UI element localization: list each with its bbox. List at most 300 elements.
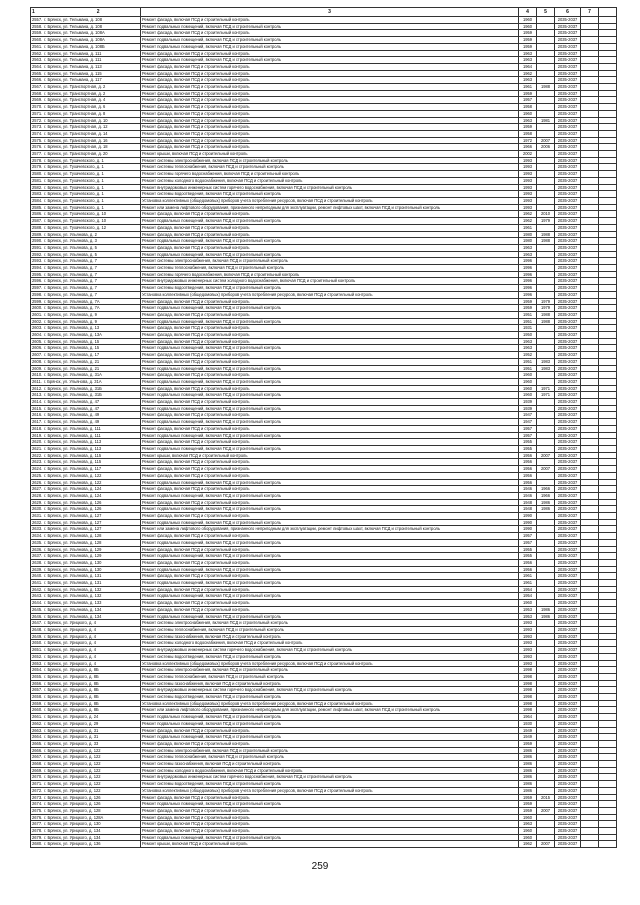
planned-period: 2035-2037 — [555, 311, 581, 318]
note — [581, 526, 599, 533]
address: г. Брянск, ул. Ульянова, д. 31А — [43, 378, 102, 384]
row-number-address-cell — [31, 586, 141, 593]
note — [581, 559, 599, 566]
table-row — [31, 17, 617, 24]
row-number: 2564. — [32, 63, 43, 69]
table-row — [31, 828, 617, 835]
table-row — [31, 50, 617, 57]
work-type: Ремонт или замена лифтового оборудования, признанного непригодным для эксплуатации, ремонт лифтовых шахт, включая ПСД и строительный контроль — [141, 526, 519, 533]
planned-period: 2035-2037 — [555, 104, 581, 111]
header-col-7: 7 — [581, 8, 599, 17]
address: г. Брянск, ул. Транспортная, д. 8 — [44, 110, 106, 116]
year-built: 1986 — [519, 787, 537, 794]
year-built: 1996 — [519, 278, 537, 285]
row-number-address-cell — [31, 238, 141, 245]
row-number: 2662. — [32, 720, 43, 726]
year-built: 1963 — [519, 117, 537, 124]
row-number: 2644. — [32, 600, 43, 606]
row-number: 2616. — [32, 412, 43, 418]
table-row — [31, 546, 617, 553]
year-renovated — [537, 43, 555, 50]
row-number-address-cell — [31, 378, 141, 385]
work-type: Ремонт фасада, включая ПСД и строительный контроль — [141, 130, 519, 137]
address: г. Брянск, ул. Транспортная, д. 2 — [44, 90, 106, 96]
year-built: 1947 — [519, 419, 537, 426]
planned-period: 2035-2037 — [555, 352, 581, 359]
work-type: Ремонт подвальных помещений, включая ПСД и строительный контроль — [141, 57, 519, 64]
note — [581, 204, 599, 211]
note — [581, 244, 599, 251]
table-row — [31, 807, 617, 814]
address: г. Брянск, ул. Ульянова, д. 5 — [44, 251, 97, 257]
planned-period: 2035-2037 — [555, 459, 581, 466]
year-built: 1957 — [519, 97, 537, 104]
work-type: Установка коллективных (общедомовых) приборов учета потребления ресурсов, включая ПСД и строительный контроль — [141, 291, 519, 298]
address: г. Брянск, ул. Ульянова, д. 127 — [44, 519, 102, 525]
year-built: 1956 — [519, 459, 537, 466]
row-number-address-cell — [31, 727, 141, 734]
address: г. Брянск, ул. Ульянова, д. 128 — [44, 533, 102, 539]
planned-period: 2035-2037 — [555, 446, 581, 453]
year-built: 1998 — [519, 680, 537, 687]
row-number: 2638. — [32, 559, 43, 565]
planned-period: 2035-2037 — [555, 238, 581, 245]
table-row — [31, 781, 617, 788]
planned-period: 2035-2037 — [555, 606, 581, 613]
year-built: 1960 — [519, 378, 537, 385]
year-built: 1986 — [519, 781, 537, 788]
row-number: 2617. — [32, 419, 43, 425]
year-built: 1930 — [519, 720, 537, 727]
row-number-address-cell — [31, 17, 141, 24]
row-spacer — [599, 834, 617, 841]
planned-period: 2035-2037 — [555, 573, 581, 580]
table-row — [31, 841, 617, 848]
row-number-address-cell — [31, 620, 141, 627]
row-number-address-cell — [31, 204, 141, 211]
row-number: 2596. — [32, 278, 43, 284]
planned-period: 2035-2037 — [555, 754, 581, 761]
year-renovated — [537, 626, 555, 633]
page-number: 259 — [311, 861, 329, 872]
row-number-address-cell — [31, 332, 141, 339]
row-number-address-cell — [31, 278, 141, 285]
work-type: Ремонт системы газоснабжения, включая ПСД и строительный контроль — [141, 633, 519, 640]
row-number: 2677. — [32, 821, 43, 827]
year-renovated: 2007 — [537, 841, 555, 848]
note — [581, 761, 599, 768]
address: г. Брянск, ул. Тухачевского, д. 12 — [44, 224, 107, 230]
planned-period: 2035-2037 — [555, 486, 581, 493]
table-row — [31, 573, 617, 580]
planned-period: 2035-2037 — [555, 50, 581, 57]
note — [581, 613, 599, 620]
year-built: 1986 — [519, 761, 537, 768]
year-renovated — [537, 633, 555, 640]
planned-period: 2035-2037 — [555, 70, 581, 77]
row-number: 2579. — [32, 164, 43, 170]
work-type: Ремонт системы холодного водоснабжения, включая ПСД и строительный контроль — [141, 640, 519, 647]
note — [581, 117, 599, 124]
row-number: 2622. — [32, 452, 43, 458]
note — [581, 647, 599, 654]
year-built: 1990 — [519, 513, 537, 520]
work-type: Ремонт фасада, включая ПСД и строительный контроль — [141, 606, 519, 613]
row-number-address-cell — [31, 700, 141, 707]
work-type: Ремонт фасада, включая ПСД и строительный контроль — [141, 311, 519, 318]
table-row — [31, 513, 617, 520]
year-built: 1959 — [519, 90, 537, 97]
year-built: 1998 — [519, 707, 537, 714]
work-type: Ремонт системы газоснабжения, включая ПСД и строительный контроль — [141, 680, 519, 687]
year-built: 1946 — [519, 492, 537, 499]
planned-period: 2035-2037 — [555, 17, 581, 24]
address: г. Брянск, ул. Ульянова, д. 7 — [44, 265, 97, 271]
row-spacer — [599, 184, 617, 191]
planned-period: 2035-2037 — [555, 821, 581, 828]
row-number: 2613. — [32, 392, 43, 398]
year-renovated: 2007 — [537, 466, 555, 473]
work-type: Ремонт фасада, включая ПСД и строительный контроль — [141, 546, 519, 553]
row-number: 2659. — [32, 700, 43, 706]
year-built: 1993 — [519, 164, 537, 171]
note — [581, 399, 599, 406]
row-number-address-cell — [31, 251, 141, 258]
row-number: 2580. — [32, 171, 43, 177]
year-built: 1962 — [519, 841, 537, 848]
year-renovated — [537, 573, 555, 580]
row-number-address-cell — [31, 191, 141, 198]
table-row — [31, 700, 617, 707]
table-row — [31, 251, 617, 258]
row-number-address-cell — [31, 77, 141, 84]
row-number: 2603. — [32, 325, 43, 331]
row-spacer — [599, 828, 617, 835]
row-number-address-cell — [31, 761, 141, 768]
row-spacer — [599, 238, 617, 245]
work-type: Ремонт подвальных помещений, включая ПСД и строительный контроль — [141, 43, 519, 50]
row-spacer — [599, 124, 617, 131]
year-renovated — [537, 110, 555, 117]
year-built: 1955 — [519, 439, 537, 446]
address: г. Брянск, ул. Урицкого, д. 4 — [44, 633, 96, 639]
work-type: Ремонт фасада, включая ПСД и строительный контроль — [141, 559, 519, 566]
address: г. Брянск, ул. Урицкого, д. 8Б — [44, 680, 99, 686]
row-spacer — [599, 787, 617, 794]
year-built: 1951 — [519, 365, 537, 372]
row-spacer — [599, 513, 617, 520]
row-number: 2660. — [32, 707, 43, 713]
address: г. Брянск, ул. Урицкого, д. 136 — [44, 841, 101, 847]
row-spacer — [599, 392, 617, 399]
year-built: 1993 — [519, 171, 537, 178]
row-number: 2588. — [32, 224, 43, 230]
address: г. Брянск, ул. Ульянова, д. 134 — [44, 606, 102, 612]
work-type: Ремонт подвальных помещений, включая ПСД и строительный контроль — [141, 506, 519, 513]
work-type: Ремонт подвальных помещений, включая ПСД и строительный контроль — [141, 446, 519, 453]
year-built: 1998 — [519, 667, 537, 674]
row-number-address-cell — [31, 734, 141, 741]
work-type: Ремонт внутридомовых инженерных систем горячего водоснабжения, включая ПСД и строительный контроль — [141, 647, 519, 654]
note — [581, 754, 599, 761]
row-number-address-cell — [31, 345, 141, 352]
work-type: Ремонт системы электроснабжения, включая ПСД и строительный контроль — [141, 620, 519, 627]
note — [581, 184, 599, 191]
planned-period: 2035-2037 — [555, 814, 581, 821]
table-row — [31, 459, 617, 466]
year-renovated — [537, 345, 555, 352]
row-spacer — [599, 647, 617, 654]
address: г. Брянск, ул. Ульянова, д. 13 — [44, 325, 100, 331]
row-number-address-cell — [31, 539, 141, 546]
year-built: 1959 — [519, 807, 537, 814]
address: г. Брянск, ул. Ульянова, д. 131 — [44, 573, 102, 579]
row-spacer — [599, 137, 617, 144]
work-type: Ремонт фасада, включая ПСД и строительный контроль — [141, 459, 519, 466]
row-number: 2671. — [32, 781, 43, 787]
year-built: 1963 — [519, 57, 537, 64]
row-spacer — [599, 90, 617, 97]
row-number: 2621. — [32, 446, 43, 451]
table-row — [31, 352, 617, 359]
table-row — [31, 345, 617, 352]
note — [581, 278, 599, 285]
work-type: Ремонт фасада, включая ПСД и строительный контроль — [141, 325, 519, 332]
table-row — [31, 224, 617, 231]
planned-period: 2035-2037 — [555, 801, 581, 808]
row-spacer — [599, 667, 617, 674]
planned-period: 2035-2037 — [555, 566, 581, 573]
planned-period: 2035-2037 — [555, 626, 581, 633]
year-built: 1960 — [519, 385, 537, 392]
planned-period: 2035-2037 — [555, 653, 581, 660]
row-number: 2558. — [32, 23, 43, 29]
row-number-address-cell — [31, 372, 141, 379]
table-row — [31, 720, 617, 727]
note — [581, 30, 599, 37]
planned-period: 2035-2037 — [555, 647, 581, 654]
row-spacer — [599, 57, 617, 64]
year-built: 1993 — [519, 157, 537, 164]
year-renovated — [537, 600, 555, 607]
work-type: Ремонт фасада, включая ПСД и строительный контроль — [141, 352, 519, 359]
year-renovated — [537, 77, 555, 84]
planned-period: 2035-2037 — [555, 452, 581, 459]
year-built: 1953 — [519, 613, 537, 620]
note — [581, 332, 599, 339]
work-type: Ремонт системы электроснабжения, включая ПСД и строительный контроль — [141, 157, 519, 164]
table-row — [31, 265, 617, 272]
row-number: 2570. — [32, 104, 43, 110]
row-number-address-cell — [31, 157, 141, 164]
work-type: Ремонт подвальных помещений, включая ПСД и строительный контроль — [141, 365, 519, 372]
note — [581, 23, 599, 30]
row-number: 2586. — [32, 211, 43, 217]
table-row — [31, 801, 617, 808]
address: г. Брянск, ул. Ульянова, д. 9 — [44, 311, 97, 317]
table-row — [31, 794, 617, 801]
row-number-address-cell — [31, 466, 141, 473]
row-number: 2609. — [32, 365, 43, 371]
note — [581, 807, 599, 814]
year-built: 1956 — [519, 479, 537, 486]
row-number: 2607. — [32, 352, 43, 358]
planned-period: 2035-2037 — [555, 620, 581, 627]
note — [581, 358, 599, 365]
work-type: Ремонт фасада, включая ПСД и строительный контроль — [141, 63, 519, 70]
planned-period: 2035-2037 — [555, 63, 581, 70]
address: г. Брянск, ул. Ульянова, д. 130 — [44, 566, 102, 572]
planned-period: 2035-2037 — [555, 291, 581, 298]
address: г. Брянск, ул. Урицкого, д. 31 — [44, 727, 99, 733]
note — [581, 124, 599, 131]
work-type: Ремонт фасада, включая ПСД и строительный контроль — [141, 472, 519, 479]
work-type: Ремонт подвальных помещений, включая ПСД и строительный контроль — [141, 519, 519, 526]
planned-period: 2035-2037 — [555, 157, 581, 164]
row-number: 2640. — [32, 573, 43, 579]
work-type: Ремонт внутридомовых инженерных систем холодного водоснабжения, включая ПСД и строительный контроль — [141, 278, 519, 285]
address: г. Брянск, ул. Урицкого, д. 122 — [44, 774, 101, 780]
work-type: Ремонт системы теплоснабжения, включая ПСД и строительный контроль — [141, 626, 519, 633]
row-spacer — [599, 446, 617, 453]
address: г. Брянск, ул. Ульянова, д. 128 — [44, 539, 102, 545]
year-renovated — [537, 197, 555, 204]
work-type: Ремонт крыши, включая ПСД и строительный контроль — [141, 841, 519, 848]
year-built: 1951 — [519, 358, 537, 365]
table-row — [31, 399, 617, 406]
table-row — [31, 298, 617, 305]
row-spacer — [599, 412, 617, 419]
row-number: 2663. — [32, 727, 43, 733]
row-number-address-cell — [31, 506, 141, 513]
planned-period: 2035-2037 — [555, 740, 581, 747]
row-spacer — [599, 593, 617, 600]
address: г. Брянск, ул. Ульянова, д. 133 — [44, 600, 102, 606]
year-built: 1961 — [519, 573, 537, 580]
row-number-address-cell — [31, 600, 141, 607]
table-row — [31, 151, 617, 158]
work-type: Ремонт фасада, включая ПСД и строительный контроль — [141, 224, 519, 231]
row-number: 2651. — [32, 647, 43, 653]
row-number-address-cell — [31, 70, 141, 77]
note — [581, 774, 599, 781]
row-number-address-cell — [31, 814, 141, 821]
year-built: 1993 — [519, 626, 537, 633]
row-number: 2587. — [32, 218, 43, 224]
table-row — [31, 506, 617, 513]
row-spacer — [599, 720, 617, 727]
address: г. Брянск, ул. Транспортная, д. 6 — [44, 104, 106, 110]
work-type: Ремонт системы электроснабжения, включая ПСД и строительный контроль — [141, 258, 519, 265]
row-spacer — [599, 486, 617, 493]
address: г. Брянск, ул. Урицкого, д. 126 — [44, 801, 101, 807]
work-type: Ремонт фасада, включая ПСД и строительный контроль — [141, 412, 519, 419]
row-number-address-cell — [31, 472, 141, 479]
planned-period: 2035-2037 — [555, 539, 581, 546]
year-built: 1993 — [519, 177, 537, 184]
note — [581, 841, 599, 848]
work-type: Установка коллективных (общедомовых) приборов учета потребления ресурсов, включая ПСД и строительный контроль — [141, 700, 519, 707]
address: г. Брянск, ул. Ульянова, д. 17 — [44, 352, 100, 358]
row-number-address-cell — [31, 244, 141, 251]
work-type: Ремонт фасада, включая ПСД и строительный контроль — [141, 70, 519, 77]
year-renovated — [537, 801, 555, 808]
row-number: 2630. — [32, 506, 43, 512]
row-number-address-cell — [31, 177, 141, 184]
address: г. Брянск, ул. Транспортная, д. 16 — [44, 137, 108, 143]
table-row — [31, 472, 617, 479]
address: г. Брянск, ул. Тухачевского, д. 1 — [44, 184, 104, 190]
note — [581, 130, 599, 137]
row-spacer — [599, 23, 617, 30]
address: г. Брянск, ул. Тухачевского, д. 1 — [44, 157, 104, 163]
row-number: 2590. — [32, 238, 43, 244]
row-number-address-cell — [31, 412, 141, 419]
row-number: 2599. — [32, 298, 43, 304]
table-header-row — [31, 8, 617, 17]
row-spacer — [599, 218, 617, 225]
work-type: Ремонт подвальных помещений, включая ПСД и строительный контроль — [141, 479, 519, 486]
row-number: 2597. — [32, 285, 43, 291]
year-renovated — [537, 566, 555, 573]
note — [581, 479, 599, 486]
year-renovated — [537, 37, 555, 44]
row-spacer — [599, 754, 617, 761]
year-renovated: 1983 — [537, 365, 555, 372]
table-row — [31, 553, 617, 560]
address: г. Брянск, ул. Урицкого, д. 122 — [44, 767, 101, 773]
row-number-address-cell — [31, 63, 141, 70]
row-number: 2628. — [32, 492, 43, 498]
address: г. Брянск, ул. Ульянова, д. 113 — [44, 446, 102, 451]
table-row — [31, 526, 617, 533]
note — [581, 97, 599, 104]
table-row — [31, 613, 617, 620]
year-built: 1960 — [519, 814, 537, 821]
row-number: 2629. — [32, 499, 43, 505]
row-spacer — [599, 707, 617, 714]
row-spacer — [599, 687, 617, 694]
year-built: 1957 — [519, 432, 537, 439]
table-row — [31, 130, 617, 137]
row-spacer — [599, 600, 617, 607]
work-type: Установка коллективных (общедомовых) приборов учета потребления ресурсов, включая ПСД и строительный контроль — [141, 197, 519, 204]
row-number-address-cell — [31, 667, 141, 674]
year-renovated — [537, 412, 555, 419]
year-built: 1963 — [519, 77, 537, 84]
row-number-address-cell — [31, 546, 141, 553]
row-spacer — [599, 291, 617, 298]
row-number-address-cell — [31, 30, 141, 37]
row-number: 2625. — [32, 472, 43, 478]
row-spacer — [599, 251, 617, 258]
planned-period: 2035-2037 — [555, 30, 581, 37]
year-renovated — [537, 332, 555, 339]
planned-period: 2035-2037 — [555, 727, 581, 734]
row-spacer — [599, 332, 617, 339]
row-number-address-cell — [31, 338, 141, 345]
row-number-address-cell — [31, 291, 141, 298]
note — [581, 17, 599, 24]
table-row — [31, 318, 617, 325]
work-type: Ремонт подвальных помещений, включая ПСД и строительный контроль — [141, 834, 519, 841]
address: г. Брянск, ул. Ульянова, д. 127 — [44, 526, 102, 532]
address: г. Брянск, ул. Тухачевского, д. 1 — [44, 177, 104, 183]
year-renovated — [537, 660, 555, 667]
year-built: 1955 — [519, 446, 537, 453]
row-number-address-cell — [31, 707, 141, 714]
row-spacer — [599, 653, 617, 660]
